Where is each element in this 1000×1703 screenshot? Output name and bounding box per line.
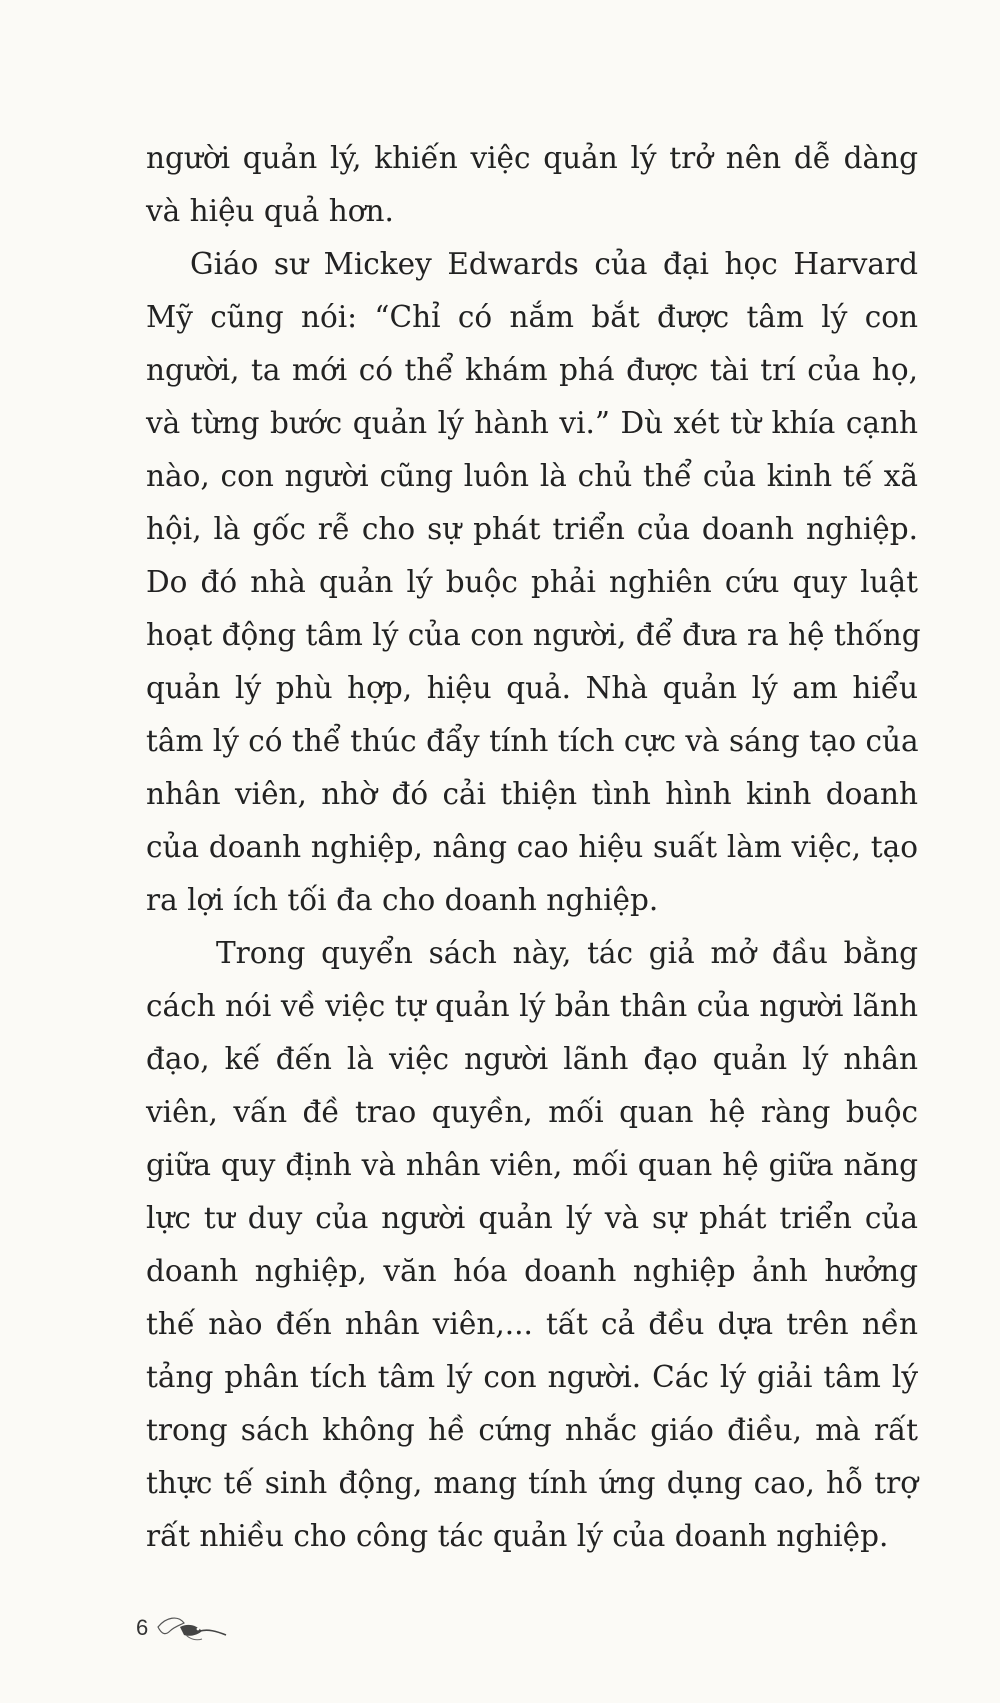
text-line: người, ta mới có thể khám phá được tài trí của họ, — [146, 353, 918, 387]
paragraph-first-line: Giáo sư Mickey Edwards của đại học Harvard — [190, 247, 918, 281]
text-line: lực tư duy của người quản lý và sự phát triển của — [146, 1201, 918, 1235]
text-line: của doanh nghiệp, nâng cao hiệu suất làm việc, tạo — [146, 830, 918, 864]
page-number: 6 — [136, 1615, 149, 1640]
page-footer — [136, 1608, 228, 1648]
paragraph-first-line: Trong quyển sách này, tác giả mở đầu bằng — [216, 936, 918, 970]
text-line: thế nào đến nhân viên,... tất cả đều dựa trên nền — [146, 1307, 918, 1341]
text-line: và từng bước quản lý hành vi.” Dù xét từ khía cạnh — [146, 406, 918, 440]
text-line: rất nhiều cho công tác quản lý của doanh nghiệp. — [146, 1519, 889, 1553]
text-line: Do đó nhà quản lý buộc phải nghiên cứu quy luật — [146, 565, 918, 599]
text-line: viên, vấn đề trao quyền, mối quan hệ ràng buộc — [146, 1095, 918, 1129]
text-line: doanh nghiệp, văn hóa doanh nghiệp ảnh hưởng — [146, 1254, 918, 1288]
text-line: tảng phân tích tâm lý con người. Các lý giải tâm lý — [146, 1360, 918, 1394]
text-line: cách nói về việc tự quản lý bản thân của người lãnh — [146, 989, 918, 1023]
text-line: và hiệu quả hơn. — [146, 194, 394, 228]
text-line: quản lý phù hợp, hiệu quả. Nhà quản lý am hiểu — [146, 671, 918, 705]
hummingbird-ornament-icon — [156, 1613, 228, 1643]
text-line: tâm lý có thể thúc đẩy tính tích cực và sáng tạo của — [146, 724, 919, 758]
text-line: hoạt động tâm lý của con người, để đưa ra hệ thống — [146, 618, 921, 652]
text-line: nhân viên, nhờ đó cải thiện tình hình kinh doanh — [146, 777, 918, 811]
text-line: Mỹ cũng nói: “Chỉ có nắm bắt được tâm lý con — [146, 300, 918, 334]
body-text — [146, 132, 921, 1563]
text-line: thực tế sinh động, mang tính ứng dụng cao, hỗ trợ — [146, 1466, 918, 1500]
text-line: trong sách không hề cứng nhắc giáo điều, mà rất — [146, 1413, 918, 1447]
text-line: người quản lý, khiến việc quản lý trở nên dễ dàng — [146, 141, 918, 175]
text-line: giữa quy định và nhân viên, mối quan hệ giữa năng — [146, 1148, 918, 1182]
text-line: nào, con người cũng luôn là chủ thể của kinh tế xã — [146, 459, 918, 493]
text-line: đạo, kế đến là việc người lãnh đạo quản lý nhân — [146, 1042, 918, 1076]
text-line: ra lợi ích tối đa cho doanh nghiệp. — [146, 883, 659, 917]
text-line: hội, là gốc rễ cho sự phát triển của doanh nghiệp. — [146, 512, 918, 546]
